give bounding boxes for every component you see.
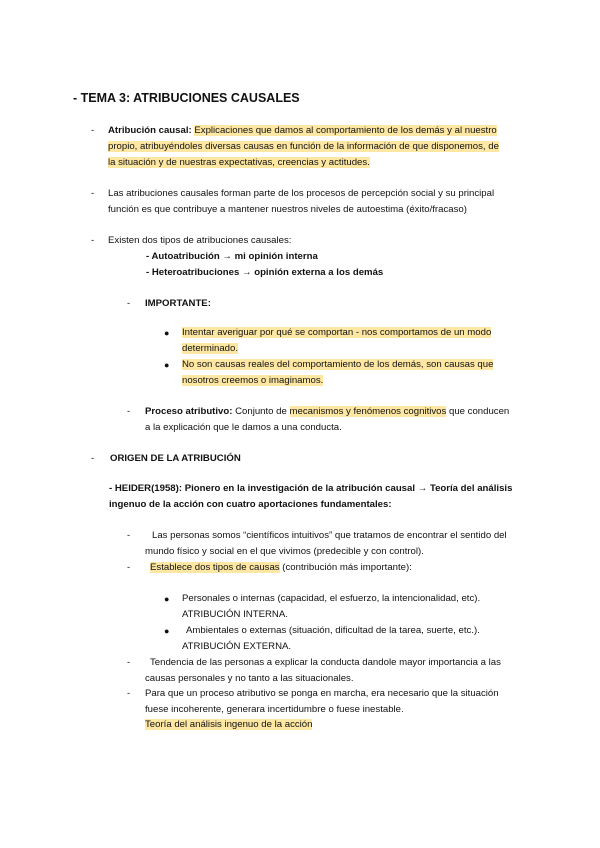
paragraph-line: Ambientales o externas (situación, dificultad de la tarea, suerte, etc.). xyxy=(186,625,480,636)
paragraph-line: ATRIBUCIÓN INTERNA. xyxy=(182,609,288,620)
highlighted-definition: Explicaciones que damos al comportamiento de los demás y al nuestro xyxy=(194,125,497,136)
highlighted-text: Teoría del análisis ingenuo de la acción xyxy=(145,719,313,730)
paragraph-line: - HEIDER(1958): Pionero en la investigación de la atribución causal → Teoría del análisis xyxy=(109,483,513,494)
highlighted-text: determinado. xyxy=(182,343,238,354)
highlighted-text: No son causas reales del comportamiento de los demás, son causas que xyxy=(182,359,494,370)
list-dash: - xyxy=(91,453,95,464)
highlighted-text: Establece dos tipos de causas xyxy=(150,562,280,573)
bullet-icon: ● xyxy=(164,626,170,636)
bullet-icon: ● xyxy=(164,328,170,338)
list-dash: - xyxy=(127,562,131,573)
paragraph-line: fuese incoherente, generara incertidumbre o fuese inestable. xyxy=(145,704,404,715)
paragraph-line: causas personales y no tanto a las situacionales. xyxy=(145,673,354,684)
term-label: Proceso atributivo: xyxy=(145,406,233,417)
important-label: IMPORTANTE: xyxy=(145,298,211,309)
bullet-text xyxy=(182,357,528,373)
list-dash: - xyxy=(127,406,131,417)
list-dash: - xyxy=(91,125,95,136)
paragraph-line: Las atribuciones causales forman parte de los procesos de percepción social y su principal xyxy=(108,188,495,199)
definition-line xyxy=(108,139,499,155)
bullet-text xyxy=(182,373,323,389)
sub-item: - Autoatribución → mi opinión interna xyxy=(146,251,318,262)
highlighted-text: mecanismos y fenómenos cognitivos xyxy=(289,406,447,417)
paragraph-line: ingenuo de la acción con cuatro aportaciones fundamentales: xyxy=(109,499,392,510)
list-dash: - xyxy=(127,688,131,699)
definition-line xyxy=(108,123,528,139)
list-dash: - xyxy=(91,235,95,246)
highlighted-definition: la situación y de nuestras expectativas, creencias y actitudes. xyxy=(108,157,370,168)
plain-text: que conducen xyxy=(448,406,510,417)
bullet-icon: ● xyxy=(164,594,170,604)
highlighted-definition: propio, atribuyéndoles diversas causas en función de la información de que disponemos, de xyxy=(108,141,499,152)
paragraph-line xyxy=(150,560,412,576)
paragraph-line: mundo físico y social en el que vivimos (predecible y con control). xyxy=(145,546,424,557)
paragraph-line xyxy=(145,717,312,733)
paragraph-line: Personales o internas (capacidad, el esfuerzo, la intencionalidad, etc). xyxy=(182,593,481,604)
paragraph-line: Las personas somos “científicos intuitivos” que tratamos de encontrar el sentido del xyxy=(152,530,507,541)
list-dash: - xyxy=(127,298,131,309)
paragraph-line: Tendencia de las personas a explicar la conducta dandole mayor importancia a las xyxy=(150,657,501,668)
list-dash: - xyxy=(127,530,131,541)
paragraph-line: ATRIBUCIÓN EXTERNA. xyxy=(182,641,292,652)
bullet-icon: ● xyxy=(164,360,170,370)
paragraph-line: función es que contribuye a mantener nuestros niveles de autoestima (éxito/fracaso) xyxy=(108,204,467,215)
page-title: - TEMA 3: ATRIBUCIONES CAUSALES xyxy=(73,91,300,105)
paragraph-line: Para que un proceso atributivo se ponga en marcha, era necesario que la situación xyxy=(145,688,499,699)
highlighted-text: Intentar averiguar por qué se comportan - nos comportamos de un modo xyxy=(182,327,492,338)
bullet-text xyxy=(182,325,528,341)
list-dash: - xyxy=(127,657,131,668)
list-dash: - xyxy=(91,188,95,199)
term-label: Atribución causal: xyxy=(108,125,192,136)
plain-text: (contribución más importante): xyxy=(282,562,412,573)
highlighted-text: nosotros creemos o imaginamos. xyxy=(182,375,324,386)
paragraph-line xyxy=(145,404,509,420)
bullet-text xyxy=(182,341,238,357)
plain-text: Conjunto de xyxy=(235,406,287,417)
section-heading: ORIGEN DE LA ATRIBUCIÓN xyxy=(110,453,241,464)
sub-item: - Heteroatribuciones → opinión externa a los demás xyxy=(146,267,384,278)
paragraph-line: a la explicación que le damos a una conducta. xyxy=(145,422,342,433)
definition-line xyxy=(108,155,370,171)
paragraph-line: Existen dos tipos de atribuciones causales: xyxy=(108,235,292,246)
